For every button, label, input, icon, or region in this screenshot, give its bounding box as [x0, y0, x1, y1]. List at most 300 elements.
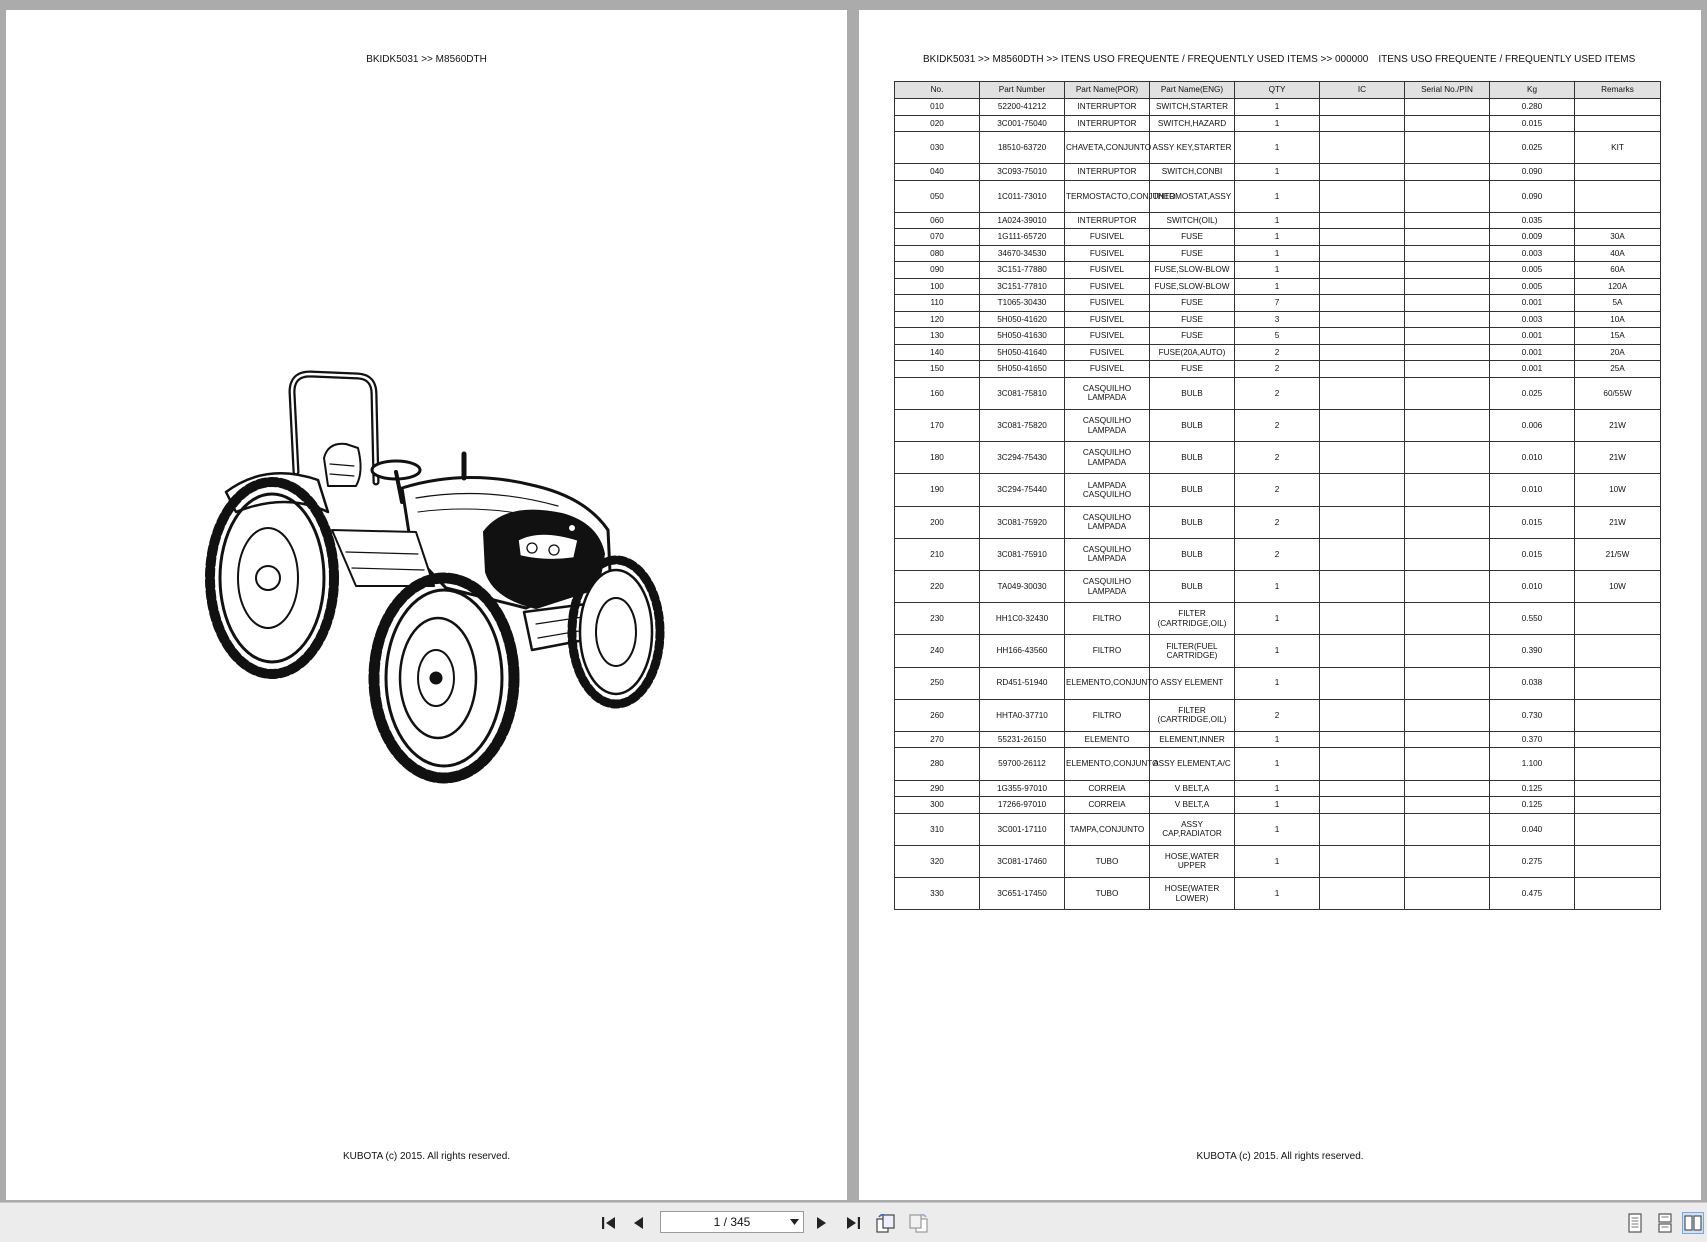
part-name-eng: FILTER (CARTRIDGE,OIL): [1150, 699, 1235, 731]
ic-cell: [1320, 603, 1405, 635]
part-name-por: CASQUILHO LAMPADA: [1065, 377, 1150, 409]
item-number: 280: [895, 748, 980, 780]
part-number: TA049-30030: [980, 571, 1065, 603]
weight-kg: 0.280: [1490, 99, 1575, 116]
part-number: HH1C0-32430: [980, 603, 1065, 635]
column-header: Serial No./PIN: [1405, 82, 1490, 99]
ic-cell: [1320, 328, 1405, 345]
table-row: [895, 328, 1661, 345]
breadcrumb: BKIDK5031 >> M8560DTH >> ITENS USO FREQUENTE / FREQUENTLY USED ITEMS >> 000000: [923, 54, 1369, 65]
serial-cell: [1405, 506, 1490, 538]
item-number: 150: [895, 361, 980, 378]
serial-cell: [1405, 99, 1490, 116]
table-row: [895, 603, 1661, 635]
part-name-eng: BULB: [1150, 377, 1235, 409]
part-name-por: FUSIVEL: [1065, 328, 1150, 345]
ic-cell: [1320, 164, 1405, 181]
continuous-view-icon: [1657, 1213, 1673, 1233]
table-row: [895, 442, 1661, 474]
viewer-toolbar: [0, 1202, 1707, 1242]
ic-cell: [1320, 99, 1405, 116]
remarks-cell: 5A: [1575, 295, 1661, 312]
table-row: [895, 229, 1661, 246]
remarks-cell: 15A: [1575, 328, 1661, 345]
part-name-eng: BULB: [1150, 474, 1235, 506]
part-number: 5H050-41640: [980, 344, 1065, 361]
weight-kg: 0.009: [1490, 229, 1575, 246]
quantity: 2: [1235, 699, 1320, 731]
weight-kg: 0.015: [1490, 506, 1575, 538]
remarks-cell: [1575, 635, 1661, 667]
column-header: Remarks: [1575, 82, 1661, 99]
remarks-cell: [1575, 878, 1661, 910]
remarks-cell: [1575, 731, 1661, 748]
ic-cell: [1320, 377, 1405, 409]
remarks-cell: [1575, 115, 1661, 132]
table-row: [895, 797, 1661, 814]
weight-kg: 0.125: [1490, 780, 1575, 797]
weight-kg: 0.035: [1490, 212, 1575, 229]
rotate-counterclockwise-button[interactable]: [908, 1212, 930, 1234]
rotate-clockwise-button[interactable]: [875, 1212, 897, 1234]
quantity: 2: [1235, 410, 1320, 442]
weight-kg: 0.010: [1490, 442, 1575, 474]
quantity: 2: [1235, 361, 1320, 378]
ic-cell: [1320, 132, 1405, 164]
part-number: 1G355-97010: [980, 780, 1065, 797]
serial-cell: [1405, 410, 1490, 442]
part-name-eng: ELEMENT,INNER: [1150, 731, 1235, 748]
page-dropdown-button[interactable]: [785, 1219, 803, 1225]
table-row: [895, 132, 1661, 164]
part-number: 3C151-77810: [980, 278, 1065, 295]
part-name-eng: SWITCH(OIL): [1150, 212, 1235, 229]
serial-cell: [1405, 164, 1490, 181]
serial-cell: [1405, 229, 1490, 246]
table-row: [895, 845, 1661, 877]
weight-kg: 0.090: [1490, 180, 1575, 212]
single-page-view-icon: [1627, 1213, 1643, 1233]
item-number: 030: [895, 132, 980, 164]
quantity: 1: [1235, 571, 1320, 603]
column-header: No.: [895, 82, 980, 99]
remarks-cell: [1575, 845, 1661, 877]
page-number-field[interactable]: [660, 1211, 804, 1233]
part-name-eng: THERMOSTAT,ASSY: [1150, 180, 1235, 212]
quantity: 1: [1235, 115, 1320, 132]
part-name-eng: FUSE: [1150, 311, 1235, 328]
item-number: 290: [895, 780, 980, 797]
item-number: 270: [895, 731, 980, 748]
item-number: 300: [895, 797, 980, 814]
weight-kg: 0.015: [1490, 538, 1575, 570]
ic-cell: [1320, 245, 1405, 262]
remarks-cell: [1575, 164, 1661, 181]
table-row: [895, 212, 1661, 229]
tractor-illustration: [206, 362, 692, 786]
remarks-cell: 30A: [1575, 229, 1661, 246]
quantity: 2: [1235, 538, 1320, 570]
remarks-cell: 120A: [1575, 278, 1661, 295]
quantity: 1: [1235, 813, 1320, 845]
weight-kg: 0.003: [1490, 245, 1575, 262]
remarks-cell: 10A: [1575, 311, 1661, 328]
remarks-cell: [1575, 99, 1661, 116]
remarks-cell: 20A: [1575, 344, 1661, 361]
column-header: Part Name(ENG): [1150, 82, 1235, 99]
part-name-eng: SWITCH,HAZARD: [1150, 115, 1235, 132]
quantity: 1: [1235, 229, 1320, 246]
part-number: 1A024-39010: [980, 212, 1065, 229]
ic-cell: [1320, 410, 1405, 442]
part-number: 3C294-75430: [980, 442, 1065, 474]
weight-kg: 0.005: [1490, 278, 1575, 295]
part-name-eng: HOSE,WATER UPPER: [1150, 845, 1235, 877]
part-name-eng: BULB: [1150, 410, 1235, 442]
serial-cell: [1405, 797, 1490, 814]
weight-kg: 0.001: [1490, 328, 1575, 345]
table-row: [895, 748, 1661, 780]
remarks-cell: 21W: [1575, 442, 1661, 474]
item-number: 070: [895, 229, 980, 246]
part-name-eng: FILTER(FUEL CARTRIDGE): [1150, 635, 1235, 667]
single-page-view-button[interactable]: [1624, 1212, 1646, 1234]
table-row: [895, 780, 1661, 797]
table-row: [895, 667, 1661, 699]
serial-cell: [1405, 311, 1490, 328]
table-row: [895, 115, 1661, 132]
remarks-cell: 21W: [1575, 410, 1661, 442]
rotate-counterclockwise-icon: [908, 1212, 930, 1234]
item-number: 090: [895, 262, 980, 279]
serial-cell: [1405, 442, 1490, 474]
item-number: 190: [895, 474, 980, 506]
part-number: 3C001-17110: [980, 813, 1065, 845]
item-number: 260: [895, 699, 980, 731]
part-name-eng: BULB: [1150, 571, 1235, 603]
page-indicator: 1 / 345: [713, 1215, 751, 1229]
right-page-footer: KUBOTA (c) 2015. All rights reserved.: [1196, 1151, 1364, 1162]
quantity: 1: [1235, 845, 1320, 877]
part-number: HH166-43560: [980, 635, 1065, 667]
ic-cell: [1320, 797, 1405, 814]
remarks-cell: 10W: [1575, 571, 1661, 603]
serial-cell: [1405, 180, 1490, 212]
table-row: [895, 506, 1661, 538]
part-number: 3C001-75040: [980, 115, 1065, 132]
table-row: [895, 474, 1661, 506]
quantity: 1: [1235, 245, 1320, 262]
part-name-por: FUSIVEL: [1065, 245, 1150, 262]
left-page-header: BKIDK5031 >> M8560DTH: [366, 54, 487, 65]
weight-kg: 0.090: [1490, 164, 1575, 181]
part-number: 1G111-65720: [980, 229, 1065, 246]
serial-cell: [1405, 212, 1490, 229]
rotate-clockwise-icon: [875, 1212, 897, 1234]
part-number: 52200-41212: [980, 99, 1065, 116]
left-page-footer: KUBOTA (c) 2015. All rights reserved.: [342, 1151, 511, 1162]
part-number: 5H050-41630: [980, 328, 1065, 345]
item-number: 220: [895, 571, 980, 603]
part-name-por: CASQUILHO LAMPADA: [1065, 506, 1150, 538]
part-name-eng: SWITCH,STARTER: [1150, 99, 1235, 116]
ic-cell: [1320, 571, 1405, 603]
item-number: 180: [895, 442, 980, 474]
table-row: [895, 813, 1661, 845]
serial-cell: [1405, 538, 1490, 570]
weight-kg: 0.010: [1490, 474, 1575, 506]
remarks-cell: 21/5W: [1575, 538, 1661, 570]
quantity: 1: [1235, 262, 1320, 279]
serial-cell: [1405, 748, 1490, 780]
ic-cell: [1320, 813, 1405, 845]
part-name-por: CASQUILHO LAMPADA: [1065, 571, 1150, 603]
continuous-view-button[interactable]: [1654, 1212, 1676, 1234]
item-number: 050: [895, 180, 980, 212]
ic-cell: [1320, 262, 1405, 279]
table-row: [895, 344, 1661, 361]
part-name-por: FUSIVEL: [1065, 344, 1150, 361]
part-name-por: FUSIVEL: [1065, 262, 1150, 279]
weight-kg: 0.475: [1490, 878, 1575, 910]
serial-cell: [1405, 603, 1490, 635]
table-row: [895, 731, 1661, 748]
ic-cell: [1320, 845, 1405, 877]
serial-cell: [1405, 361, 1490, 378]
quantity: 1: [1235, 99, 1320, 116]
part-name-por: LAMPADA CASQUILHO: [1065, 474, 1150, 506]
part-number: HHTA0-37710: [980, 699, 1065, 731]
weight-kg: 0.370: [1490, 731, 1575, 748]
part-name-por: ELEMENTO,CONJUNTO: [1065, 667, 1150, 699]
remarks-cell: KIT: [1575, 132, 1661, 164]
weight-kg: 0.025: [1490, 132, 1575, 164]
serial-cell: [1405, 344, 1490, 361]
ic-cell: [1320, 506, 1405, 538]
table-row: [895, 262, 1661, 279]
parts-table: [894, 81, 1661, 910]
item-number: 140: [895, 344, 980, 361]
ic-cell: [1320, 748, 1405, 780]
ic-cell: [1320, 278, 1405, 295]
ic-cell: [1320, 311, 1405, 328]
two-page-view-button[interactable]: [1682, 1212, 1704, 1234]
weight-kg: 0.005: [1490, 262, 1575, 279]
part-name-eng: FUSE: [1150, 245, 1235, 262]
part-number: T1065-30430: [980, 295, 1065, 312]
part-name-eng: FUSE: [1150, 295, 1235, 312]
item-number: 330: [895, 878, 980, 910]
table-row: [895, 180, 1661, 212]
item-number: 040: [895, 164, 980, 181]
remarks-cell: [1575, 699, 1661, 731]
part-number: 3C093-75010: [980, 164, 1065, 181]
part-name-eng: FUSE(20A,AUTO): [1150, 344, 1235, 361]
item-number: 120: [895, 311, 980, 328]
remarks-cell: 21W: [1575, 506, 1661, 538]
column-header: Part Name(POR): [1065, 82, 1150, 99]
part-name-eng: BULB: [1150, 442, 1235, 474]
part-name-por: FILTRO: [1065, 635, 1150, 667]
part-name-por: CASQUILHO LAMPADA: [1065, 538, 1150, 570]
serial-cell: [1405, 115, 1490, 132]
table-row: [895, 410, 1661, 442]
quantity: 1: [1235, 212, 1320, 229]
part-name-por: CHAVETA,CONJUNTO: [1065, 132, 1150, 164]
table-row: [895, 99, 1661, 116]
part-name-por: FUSIVEL: [1065, 361, 1150, 378]
quantity: 1: [1235, 164, 1320, 181]
quantity: 3: [1235, 311, 1320, 328]
weight-kg: 0.001: [1490, 295, 1575, 312]
part-name-eng: ASSY CAP,RADIATOR: [1150, 813, 1235, 845]
item-number: 250: [895, 667, 980, 699]
part-name-por: INTERRUPTOR: [1065, 164, 1150, 181]
remarks-cell: 10W: [1575, 474, 1661, 506]
quantity: 1: [1235, 278, 1320, 295]
previous-page-button[interactable]: [628, 1212, 650, 1234]
ic-cell: [1320, 212, 1405, 229]
remarks-cell: [1575, 813, 1661, 845]
quantity: 7: [1235, 295, 1320, 312]
first-page-icon: [600, 1214, 618, 1232]
weight-kg: 0.125: [1490, 797, 1575, 814]
weight-kg: 0.550: [1490, 603, 1575, 635]
table-row: [895, 245, 1661, 262]
quantity: 1: [1235, 797, 1320, 814]
weight-kg: 0.015: [1490, 115, 1575, 132]
part-name-por: CORREIA: [1065, 780, 1150, 797]
ic-cell: [1320, 442, 1405, 474]
part-name-por: FUSIVEL: [1065, 229, 1150, 246]
part-number: 3C081-75820: [980, 410, 1065, 442]
ic-cell: [1320, 699, 1405, 731]
left-page: [6, 10, 847, 1200]
first-page-button[interactable]: [598, 1212, 620, 1234]
ic-cell: [1320, 361, 1405, 378]
quantity: 2: [1235, 506, 1320, 538]
part-name-eng: FUSE: [1150, 229, 1235, 246]
part-number: 1C011-73010: [980, 180, 1065, 212]
remarks-cell: 40A: [1575, 245, 1661, 262]
two-page-view-icon: [1684, 1214, 1702, 1232]
quantity: 1: [1235, 731, 1320, 748]
part-name-eng: FILTER (CARTRIDGE,OIL): [1150, 603, 1235, 635]
remarks-cell: [1575, 797, 1661, 814]
next-page-icon: [812, 1214, 830, 1232]
serial-cell: [1405, 731, 1490, 748]
weight-kg: 0.001: [1490, 344, 1575, 361]
part-name-eng: SWITCH,CONBI: [1150, 164, 1235, 181]
item-number: 060: [895, 212, 980, 229]
remarks-cell: 25A: [1575, 361, 1661, 378]
item-number: 110: [895, 295, 980, 312]
table-row: [895, 278, 1661, 295]
serial-cell: [1405, 667, 1490, 699]
serial-cell: [1405, 699, 1490, 731]
right-page-header: [923, 54, 1635, 65]
item-number: 080: [895, 245, 980, 262]
column-header: Kg: [1490, 82, 1575, 99]
serial-cell: [1405, 813, 1490, 845]
part-name-por: INTERRUPTOR: [1065, 99, 1150, 116]
quantity: 1: [1235, 603, 1320, 635]
serial-cell: [1405, 295, 1490, 312]
chevron-down-icon: [790, 1219, 799, 1225]
ic-cell: [1320, 878, 1405, 910]
quantity: 5: [1235, 328, 1320, 345]
table-row: [895, 635, 1661, 667]
part-name-eng: FUSE,SLOW-BLOW: [1150, 262, 1235, 279]
part-name-eng: FUSE,SLOW-BLOW: [1150, 278, 1235, 295]
remarks-cell: [1575, 212, 1661, 229]
item-number: 010: [895, 99, 980, 116]
ic-cell: [1320, 731, 1405, 748]
serial-cell: [1405, 571, 1490, 603]
part-number: 3C081-75810: [980, 377, 1065, 409]
ic-cell: [1320, 180, 1405, 212]
quantity: 2: [1235, 344, 1320, 361]
column-header: IC: [1320, 82, 1405, 99]
quantity: 1: [1235, 180, 1320, 212]
part-name-por: FILTRO: [1065, 699, 1150, 731]
weight-kg: 0.010: [1490, 571, 1575, 603]
part-name-por: INTERRUPTOR: [1065, 115, 1150, 132]
quantity: 2: [1235, 442, 1320, 474]
serial-cell: [1405, 132, 1490, 164]
ic-cell: [1320, 667, 1405, 699]
part-name-por: CASQUILHO LAMPADA: [1065, 442, 1150, 474]
part-number: 3C151-77880: [980, 262, 1065, 279]
remarks-cell: [1575, 748, 1661, 780]
ic-cell: [1320, 295, 1405, 312]
item-number: 230: [895, 603, 980, 635]
serial-cell: [1405, 262, 1490, 279]
part-name-por: FUSIVEL: [1065, 311, 1150, 328]
serial-cell: [1405, 377, 1490, 409]
quantity: 1: [1235, 748, 1320, 780]
weight-kg: 0.006: [1490, 410, 1575, 442]
part-number: 55231-26150: [980, 731, 1065, 748]
part-name-eng: V BELT,A: [1150, 780, 1235, 797]
remarks-cell: [1575, 603, 1661, 635]
part-name-por: FUSIVEL: [1065, 278, 1150, 295]
ic-cell: [1320, 115, 1405, 132]
weight-kg: 0.275: [1490, 845, 1575, 877]
table-row: [895, 361, 1661, 378]
item-number: 200: [895, 506, 980, 538]
part-number: 3C081-75910: [980, 538, 1065, 570]
part-number: 17266-97010: [980, 797, 1065, 814]
weight-kg: 0.025: [1490, 377, 1575, 409]
part-number: 3C081-17460: [980, 845, 1065, 877]
item-number: 210: [895, 538, 980, 570]
remarks-cell: [1575, 780, 1661, 797]
part-name-por: CORREIA: [1065, 797, 1150, 814]
last-page-icon: [844, 1214, 862, 1232]
column-header: QTY: [1235, 82, 1320, 99]
section-title: ITENS USO FREQUENTE / FREQUENTLY USED ITEMS: [1378, 54, 1636, 65]
part-name-eng: ASSY ELEMENT: [1150, 667, 1235, 699]
item-number: 100: [895, 278, 980, 295]
table-row: [895, 699, 1661, 731]
next-page-button[interactable]: [810, 1212, 832, 1234]
part-number: 59700-26112: [980, 748, 1065, 780]
last-page-button[interactable]: [842, 1212, 864, 1234]
part-number: 18510-63720: [980, 132, 1065, 164]
remarks-cell: [1575, 667, 1661, 699]
serial-cell: [1405, 245, 1490, 262]
